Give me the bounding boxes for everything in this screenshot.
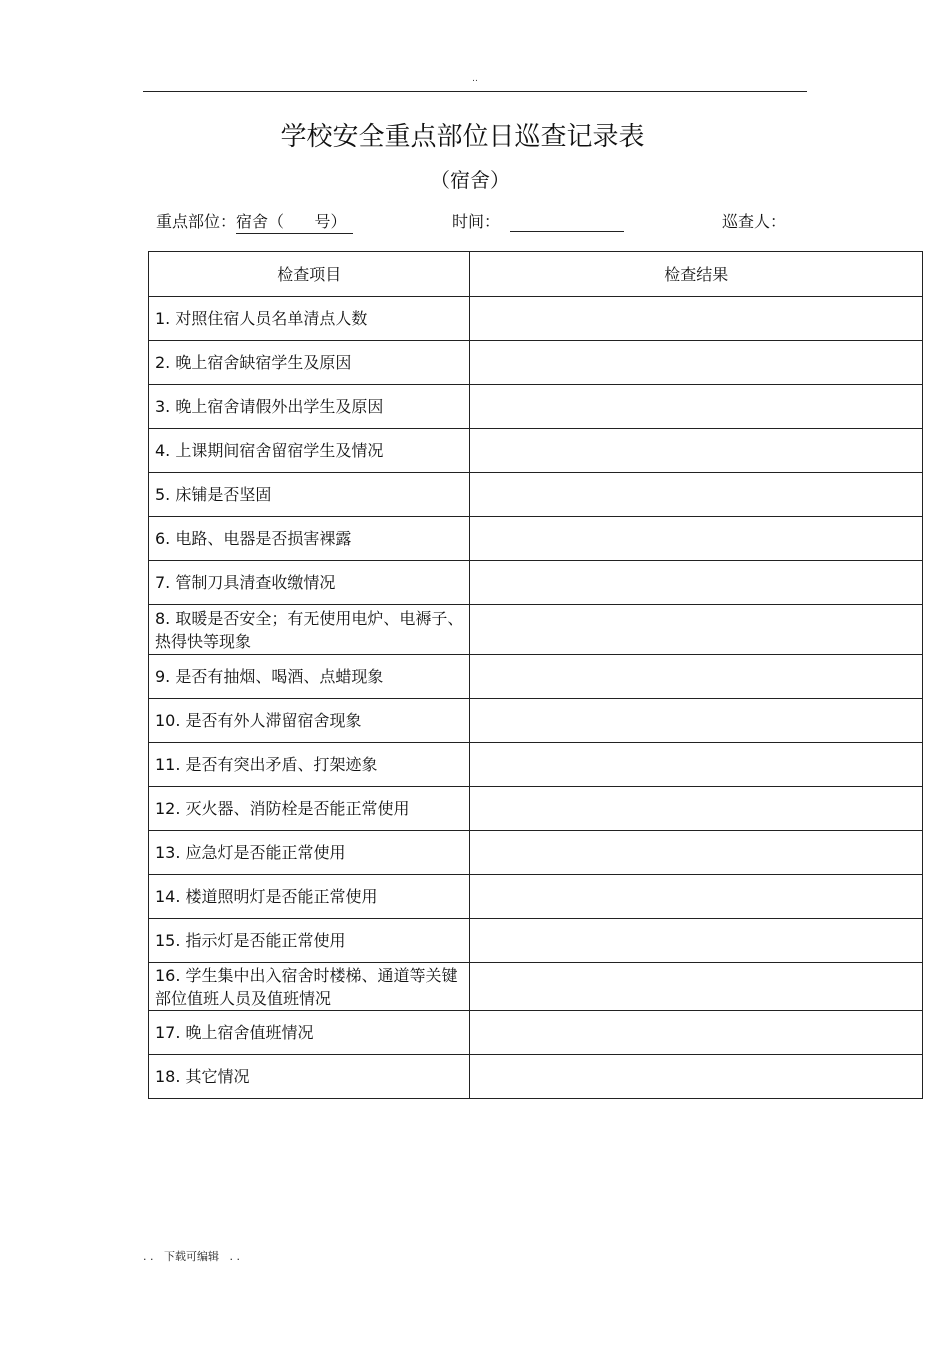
- table-row: [149, 1055, 923, 1099]
- page-footer: . . 下载可编辑 . .: [143, 1250, 240, 1263]
- check-result-cell[interactable]: [470, 655, 923, 699]
- check-result-cell[interactable]: [470, 831, 923, 875]
- check-item: 13. 应急灯是否能正常使用: [149, 831, 470, 875]
- table-body: [149, 297, 923, 1099]
- check-item: 2. 晚上宿舍缺宿学生及原因: [149, 341, 470, 385]
- check-result-cell[interactable]: [470, 605, 923, 655]
- header-rule: [143, 91, 807, 92]
- time-field: [452, 210, 500, 234]
- time-blank-line: [510, 231, 624, 232]
- check-item: 7. 管制刀具清查收缴情况: [149, 561, 470, 605]
- table-row: [149, 831, 923, 875]
- table-row: [149, 1011, 923, 1055]
- table-row: [149, 919, 923, 963]
- location-field: [156, 210, 353, 234]
- table-row: [149, 341, 923, 385]
- check-item: 8. 取暖是否安全；有无使用电炉、电褥子、热得快等现象: [149, 605, 470, 655]
- inspector-field: [722, 210, 786, 234]
- table-row: [149, 605, 923, 655]
- header-dots: ..: [472, 74, 478, 84]
- check-result-cell[interactable]: [470, 919, 923, 963]
- check-result-cell[interactable]: [470, 787, 923, 831]
- check-item: 9. 是否有抽烟、喝酒、点蜡现象: [149, 655, 470, 699]
- check-item: 14. 楼道照明灯是否能正常使用: [149, 875, 470, 919]
- page-title: 学校安全重点部位日巡查记录表: [280, 122, 645, 152]
- table-row: [149, 429, 923, 473]
- check-item: 1. 对照住宿人员名单清点人数: [149, 297, 470, 341]
- page-subtitle: （宿舍）: [430, 168, 510, 192]
- table-row: [149, 699, 923, 743]
- check-item: 11. 是否有突出矛盾、打架迹象: [149, 743, 470, 787]
- table-row: [149, 385, 923, 429]
- table-row: [149, 787, 923, 831]
- check-result-cell[interactable]: [470, 875, 923, 919]
- check-result-cell[interactable]: [470, 473, 923, 517]
- inspector-label: 巡查人：: [722, 212, 787, 231]
- check-item: 3. 晚上宿舍请假外出学生及原因: [149, 385, 470, 429]
- check-item: 17. 晚上宿舍值班情况: [149, 1011, 470, 1055]
- table-row: [149, 561, 923, 605]
- column-header-result: 检查结果: [470, 252, 923, 297]
- inspection-table: [148, 251, 923, 1099]
- check-result-cell[interactable]: [470, 963, 923, 1011]
- location-label: 重点部位：: [156, 212, 237, 231]
- table-row: [149, 655, 923, 699]
- table-row: [149, 297, 923, 341]
- time-label: 时间：: [452, 212, 501, 231]
- check-result-cell[interactable]: [470, 561, 923, 605]
- check-result-cell[interactable]: [470, 1011, 923, 1055]
- check-result-cell[interactable]: [470, 699, 923, 743]
- check-result-cell[interactable]: [470, 743, 923, 787]
- meta-row: [0, 210, 950, 236]
- check-result-cell[interactable]: [470, 297, 923, 341]
- check-result-cell[interactable]: [470, 385, 923, 429]
- table-row: [149, 743, 923, 787]
- check-result-cell[interactable]: [470, 341, 923, 385]
- check-item: 10. 是否有外人滞留宿舍现象: [149, 699, 470, 743]
- check-item: 4. 上课期间宿舍留宿学生及情况: [149, 429, 470, 473]
- table-header-row: [149, 252, 923, 297]
- check-item: 18. 其它情况: [149, 1055, 470, 1099]
- location-value: 宿舍（ 号）: [236, 211, 353, 234]
- table-row: [149, 517, 923, 561]
- check-result-cell[interactable]: [470, 429, 923, 473]
- table-row: [149, 473, 923, 517]
- check-item: 15. 指示灯是否能正常使用: [149, 919, 470, 963]
- column-header-item: 检查项目: [149, 252, 470, 297]
- check-item: 5. 床铺是否坚固: [149, 473, 470, 517]
- check-result-cell[interactable]: [470, 517, 923, 561]
- table-row: [149, 963, 923, 1011]
- check-item: 12. 灭火器、消防栓是否能正常使用: [149, 787, 470, 831]
- check-result-cell[interactable]: [470, 1055, 923, 1099]
- check-item: 6. 电路、电器是否损害裸露: [149, 517, 470, 561]
- table-row: [149, 875, 923, 919]
- check-item: 16. 学生集中出入宿舍时楼梯、通道等关键部位值班人员及值班情况: [149, 963, 470, 1011]
